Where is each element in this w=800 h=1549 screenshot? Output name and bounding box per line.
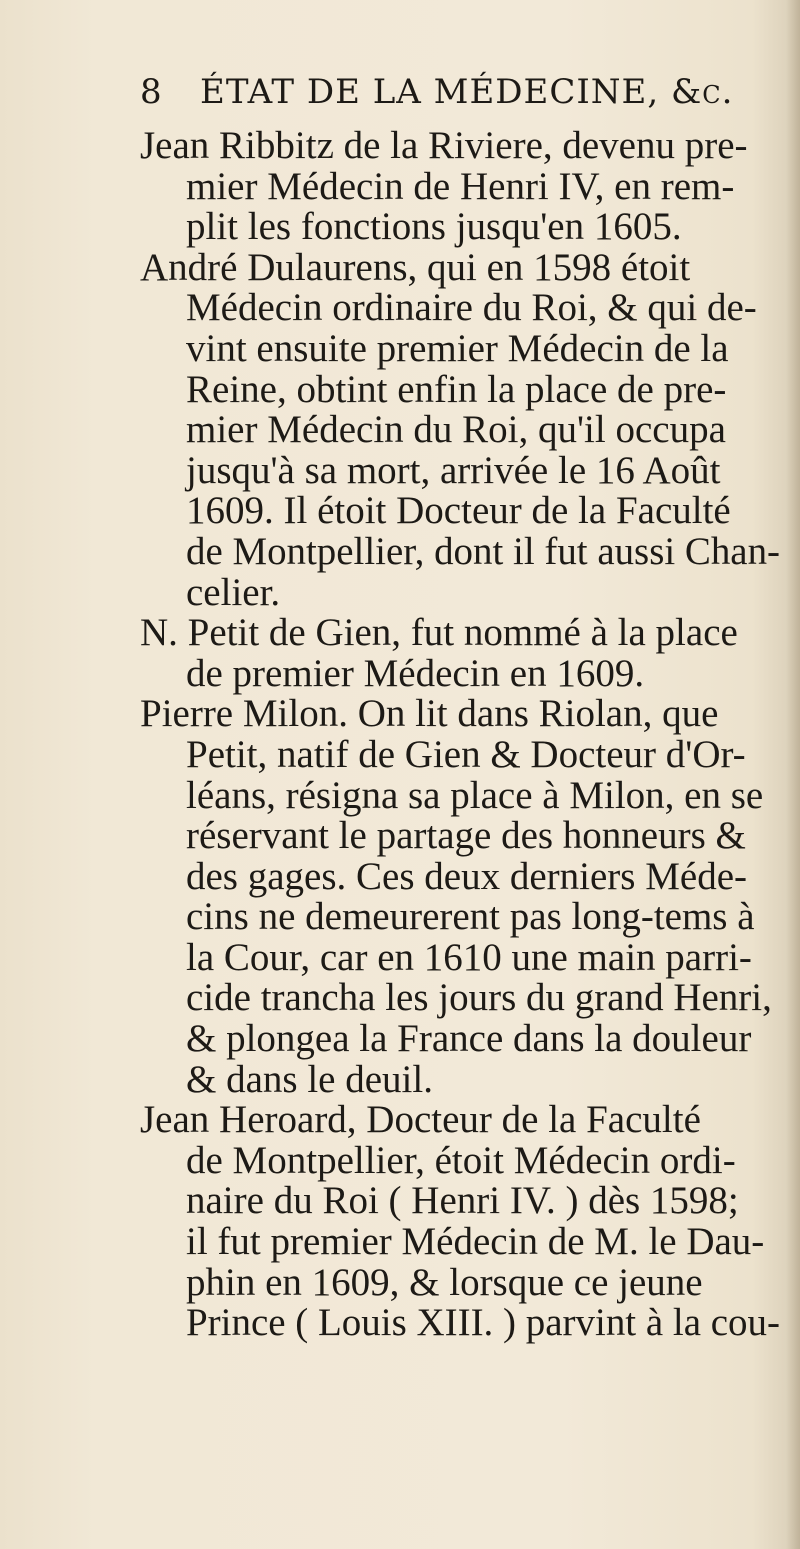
text-line: phin en 1609, & lorsque ce jeune: [186, 1260, 703, 1304]
text-line: Pierre Milon. On lit dans Riolan, que: [140, 692, 719, 736]
text-line: Jean Ribbitz de la Riviere, devenu pre-: [140, 124, 748, 167]
text-line: il fut premier Médecin de M. le Dau-: [186, 1220, 765, 1264]
running-header: [140, 72, 734, 112]
text-line: Prince ( Louis XIII. ) parvint à la cou-: [186, 1301, 780, 1345]
text-line: mier Médecin de Henri IV, en rem-: [186, 164, 735, 208]
text-line: vint ensuite premier Médecin de la: [186, 326, 729, 370]
text-line: & dans le deuil.: [186, 1057, 433, 1101]
text-line: Petit, natif de Gien & Docteur d'Or-: [186, 732, 746, 776]
text-line: 1609. Il étoit Docteur de la Faculté: [186, 489, 731, 533]
page-edge-shadow: [786, 0, 800, 1549]
text-line: jusqu'à sa mort, arrivée le 16 Août: [186, 448, 721, 492]
text-line: N. Petit de Gien, fut nommé à la place: [140, 611, 738, 655]
text-line: André Dulaurens, qui en 1598 étoit: [140, 245, 691, 289]
page-number: 8: [140, 72, 163, 112]
text-line: cide trancha les jours du grand Henri,: [186, 976, 772, 1020]
text-line: & plongea la France dans la douleur: [186, 1017, 752, 1061]
text-line: Jean Heroard, Docteur de la Faculté: [140, 1098, 701, 1142]
text-line: celier.: [186, 570, 281, 614]
text-line: des gages. Ces deux derniers Méde-: [186, 854, 747, 898]
text-line: mier Médecin du Roi, qu'il occupa: [186, 408, 726, 452]
text-line: plit les fonctions jusqu'en 1605.: [186, 205, 682, 249]
running-title: ÉTAT DE LA MÉDECINE, &c.: [200, 72, 734, 112]
text-line: de Montpellier, étoit Médecin ordi-: [186, 1138, 736, 1182]
text-line: naire du Roi ( Henri IV. ) dès 1598;: [186, 1179, 739, 1223]
text-line: la Cour, car en 1610 une main parri-: [186, 935, 752, 979]
body-text: [140, 126, 780, 1344]
text-line: de premier Médecin en 1609.: [186, 651, 645, 695]
text-line: Médecin ordinaire du Roi, & qui de-: [186, 286, 757, 330]
text-line: léans, résigna sa place à Milon, en se: [186, 773, 764, 817]
text-line: Reine, obtint enfin la place de pre-: [186, 367, 727, 411]
text-line: cins ne demeurerent pas long-tems à: [186, 895, 755, 939]
text-line: réservant le partage des honneurs &: [186, 814, 746, 858]
text-line: de Montpellier, dont il fut aussi Chan-: [186, 529, 780, 573]
